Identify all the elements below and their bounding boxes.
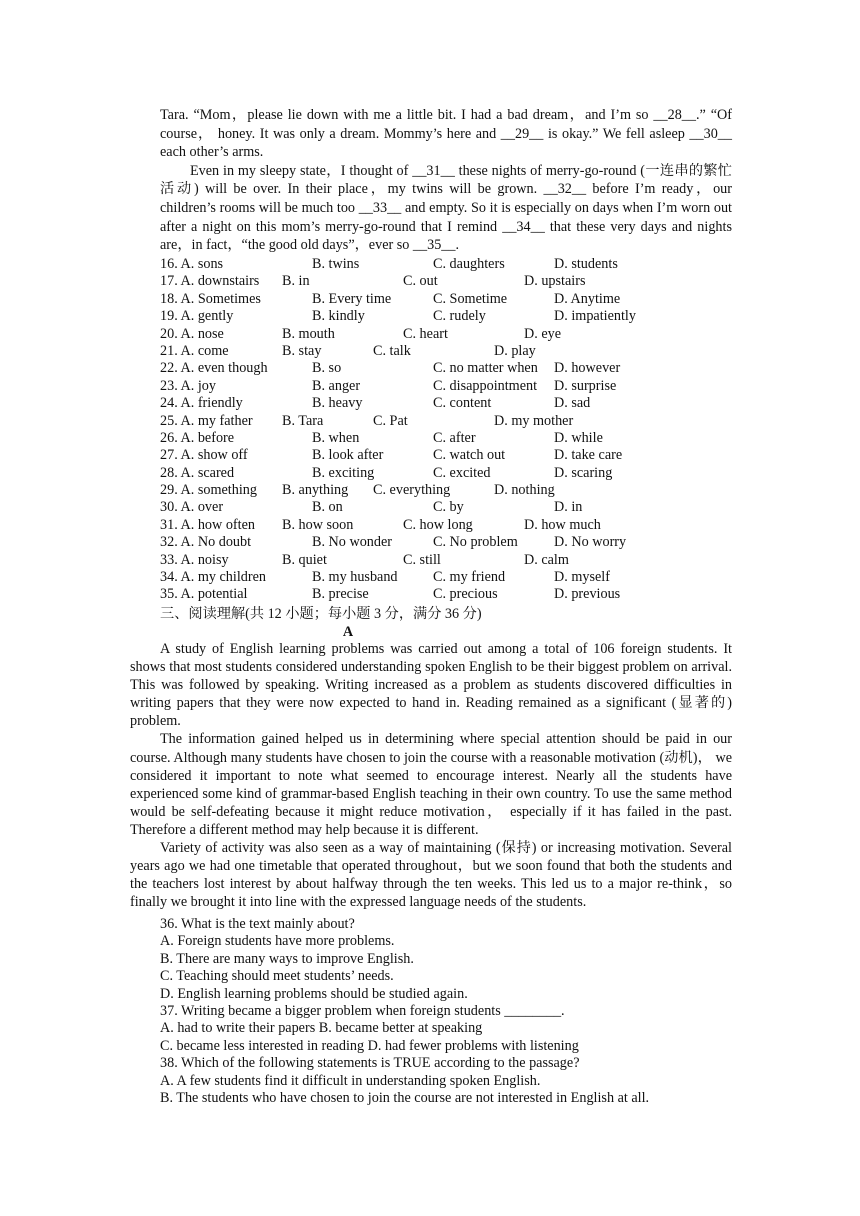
option-b: B. Every time xyxy=(312,290,392,307)
option-c: C. by xyxy=(433,499,464,516)
option-d: D. myself xyxy=(554,569,610,586)
option-a: 35. A. potential xyxy=(160,586,248,603)
question-line: 38. Which of the following statements is TRUE according to the passage? xyxy=(160,1055,580,1072)
option-a: 31. A. how often xyxy=(160,516,255,533)
option-b: B. Tara xyxy=(282,412,324,429)
option-row xyxy=(160,499,760,516)
option-d: D. my mother xyxy=(494,412,574,429)
option-a: 20. A. nose xyxy=(160,325,224,342)
option-c: C. content xyxy=(433,395,492,412)
option-b: B. on xyxy=(312,499,343,516)
option-c: C. precious xyxy=(433,586,498,603)
option-row xyxy=(160,465,760,482)
option-d: D. students xyxy=(554,256,618,272)
option-b: B. when xyxy=(312,429,360,446)
option-row xyxy=(160,552,760,569)
question-line: 37. Writing became a bigger problem when foreign students ________. xyxy=(160,1003,565,1020)
question-line: C. became less interested in reading D. had fewer problems with listening xyxy=(160,1037,579,1054)
option-c: C. heart xyxy=(403,325,448,342)
option-b: B. precise xyxy=(312,586,369,603)
option-b: B. stay xyxy=(282,342,322,359)
option-row xyxy=(160,360,760,377)
option-row xyxy=(160,343,760,360)
question-line: A. had to write their papers B. became better at speaking xyxy=(160,1020,483,1037)
reading-questions xyxy=(160,916,740,1107)
option-row xyxy=(160,447,760,464)
option-row xyxy=(160,378,760,395)
option-d: D. upstairs xyxy=(524,273,586,290)
cloze-options xyxy=(160,256,760,604)
option-row xyxy=(160,308,760,325)
option-c: C. talk xyxy=(373,342,411,359)
option-row xyxy=(160,326,760,343)
question-line: C. Teaching should meet students’ needs. xyxy=(160,968,394,985)
option-d: D. however xyxy=(554,360,621,377)
option-row xyxy=(160,534,760,551)
option-c: C. still xyxy=(403,551,441,568)
option-c: C. my friend xyxy=(433,569,506,586)
option-b: B. heavy xyxy=(312,395,363,412)
option-d: D. take care xyxy=(554,447,623,464)
option-row xyxy=(160,395,760,412)
option-c: C. daughters xyxy=(433,256,505,272)
option-b: B. kindly xyxy=(312,308,365,325)
option-row xyxy=(160,291,760,308)
option-d: D. impatiently xyxy=(554,308,636,325)
option-row xyxy=(160,482,760,499)
option-c: C. rudely xyxy=(433,308,486,325)
option-c: C. excited xyxy=(433,464,491,481)
option-row xyxy=(160,273,760,290)
option-c: C. Pat xyxy=(373,412,408,429)
passage-paragraph: The information gained helped us in determining where special attention should be paid in our course. Although many students have chosen to join the course with a reasonable motivation (动机)， we considered it important to note what seemed to encourage interest. Nearly all the students have experienced some kind of grammar-based English teaching in their own country. To use the same method would be self-defeating because it might reduce motivation， especially if it has failed in the past. Therefore a different method may help because it is different. xyxy=(130,731,732,838)
option-d: D. calm xyxy=(524,551,569,568)
option-c: C. how long xyxy=(403,516,473,533)
question-line: D. English learning problems should be studied again. xyxy=(160,985,468,1002)
option-a: 19. A. gently xyxy=(160,308,234,325)
passage-paragraph: A study of English learning problems was carried out among a total of 106 foreign students. It shows that most students considered understanding spoken English to be their biggest problem on arrival. This was followed by speaking. Writing increased as a problem as students discovered difficulties in writing papers that they were now expected to hand in. Reading remained as a significant (显著的) problem. xyxy=(130,641,732,730)
question-line: B. There are many ways to improve English. xyxy=(160,950,414,967)
question-line: B. The students who have chosen to join the course are not interested in English at all. xyxy=(160,1090,650,1107)
reading-passage xyxy=(130,640,732,911)
option-b: B. quiet xyxy=(282,551,327,568)
question-line: 36. What is the text mainly about? xyxy=(160,916,355,932)
option-a: 32. A. No doubt xyxy=(160,534,252,551)
question-line: A. Foreign students have more problems. xyxy=(160,933,395,950)
option-c: C. out xyxy=(403,273,438,290)
option-c: C. No problem xyxy=(433,534,518,551)
option-c: C. Sometime xyxy=(433,290,508,307)
option-row xyxy=(160,430,760,447)
option-a: 24. A. friendly xyxy=(160,395,243,412)
option-a: 18. A. Sometimes xyxy=(160,290,261,307)
option-a: 34. A. my children xyxy=(160,569,266,586)
option-row xyxy=(160,569,760,586)
option-a: 28. A. scared xyxy=(160,464,235,481)
option-a: 26. A. before xyxy=(160,429,235,446)
option-d: D. play xyxy=(494,342,536,359)
cloze-paragraph-1: Tara. “Mom，please lie down with me a little bit. I had a bad dream，and I’m so __28__.” “Of course， honey. It was only a dream. Mommy’s here and __29__ is okay.” We fell asleep __30__ each other’s arms. xyxy=(160,107,732,161)
option-b: B. twins xyxy=(312,256,360,272)
option-b: B. mouth xyxy=(282,325,335,342)
option-c: C. watch out xyxy=(433,447,506,464)
option-b: B. in xyxy=(282,273,310,290)
option-a: 16. A. sons xyxy=(160,256,224,272)
option-c: C. no matter when xyxy=(433,360,538,377)
option-a: 29. A. something xyxy=(160,482,257,499)
option-a: 30. A. over xyxy=(160,499,224,516)
option-row xyxy=(160,256,760,273)
option-a: 21. A. come xyxy=(160,342,229,359)
option-a: 17. A. downstairs xyxy=(160,273,260,290)
passage-title: A xyxy=(342,624,354,640)
option-c: C. after xyxy=(433,429,476,446)
option-b: B. No wonder xyxy=(312,534,392,551)
option-d: D. previous xyxy=(554,586,621,603)
option-d: D. sad xyxy=(554,395,591,412)
question-line: A. A few students find it difficult in understanding spoken English. xyxy=(160,1072,541,1089)
option-c: C. everything xyxy=(373,482,451,499)
passage-paragraph: Variety of activity was also seen as a way of maintaining (保持) or increasing motivation. Several years ago we had one timetable that operated throughout，but we soon found that both the students and the teachers lost interest by about halfway through the ten weeks. This led us to a major re-think，so finally we brought it into line with the expressed language needs of the students. xyxy=(130,840,732,911)
option-d: D. while xyxy=(554,429,603,446)
option-b: B. so xyxy=(312,360,342,377)
option-c: C. disappointment xyxy=(433,377,538,394)
option-d: D. in xyxy=(554,499,583,516)
option-d: D. No worry xyxy=(554,534,627,551)
option-a: 33. A. noisy xyxy=(160,551,229,568)
option-b: B. how soon xyxy=(282,516,354,533)
cloze-paragraph-2: Even in my sleepy state，I thought of __31__ these nights of merry-go-round (一连串的繁忙活动) will be over. In their place，my twins will be grown. __32__ before I’m ready，our children’s rooms will be much too __33__ and empty. So it is especially on days when I’m worn out after a night on this mom’s merry-go-round that I remind __34__ that these very days and nights are，in fact，“the good old days”，ever so __35__. xyxy=(160,162,732,254)
option-d: D. Anytime xyxy=(554,290,621,307)
option-d: D. scaring xyxy=(554,464,613,481)
option-row xyxy=(160,586,760,603)
option-a: 27. A. show off xyxy=(160,447,248,464)
option-a: 23. A. joy xyxy=(160,377,216,394)
option-b: B. anything xyxy=(282,482,349,499)
option-d: D. surprise xyxy=(554,377,617,394)
option-b: B. exciting xyxy=(312,464,375,481)
section-heading: 三、阅读理解(共 12 小题；每小题 3 分，满分 36 分) xyxy=(160,606,482,622)
option-d: D. eye xyxy=(524,325,562,342)
option-d: D. how much xyxy=(524,516,601,533)
option-b: B. my husband xyxy=(312,569,398,586)
option-b: B. anger xyxy=(312,377,361,394)
cloze-passage xyxy=(160,106,732,255)
option-a: 25. A. my father xyxy=(160,412,253,429)
option-d: D. nothing xyxy=(494,482,555,499)
option-b: B. look after xyxy=(312,447,384,464)
option-row xyxy=(160,517,760,534)
option-row xyxy=(160,413,760,430)
option-a: 22. A. even though xyxy=(160,360,268,377)
